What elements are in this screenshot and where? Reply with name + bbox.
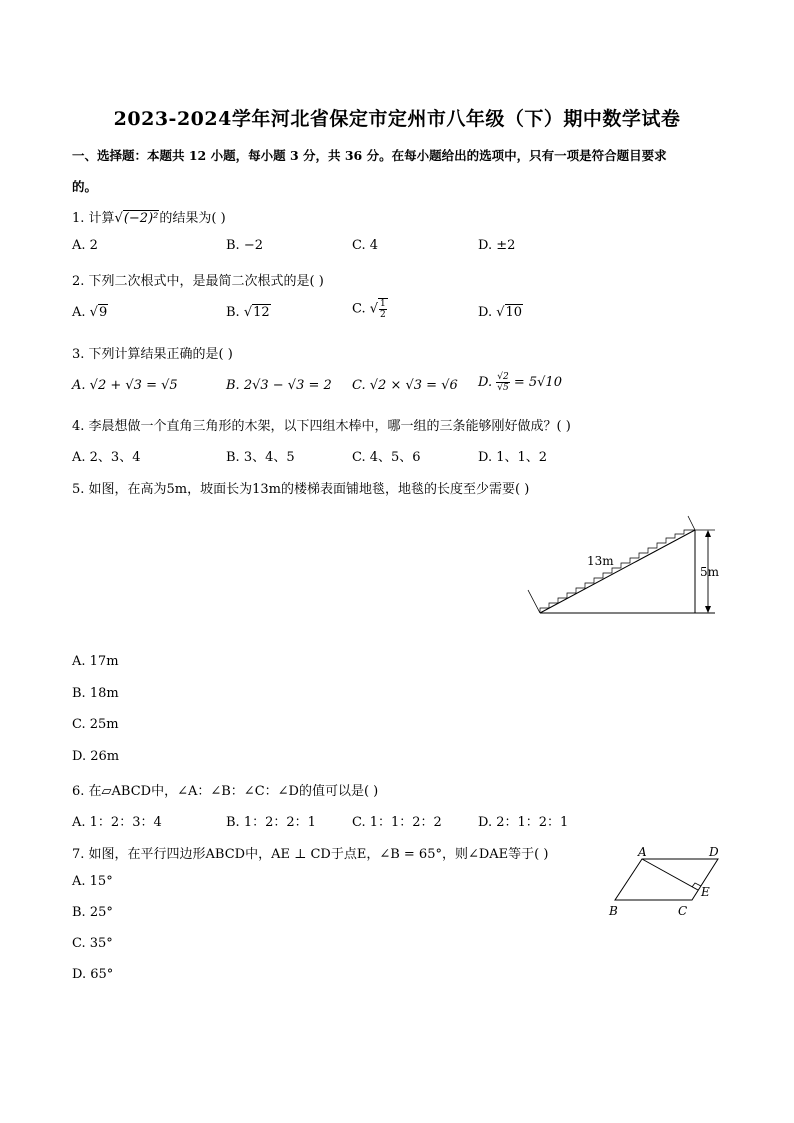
q2-option-c: C. √ $\frac{1}{2}$ xyxy=(352,299,386,320)
height-label: 5m xyxy=(700,565,720,579)
q1-suffix: 的结果为( ) xyxy=(159,211,226,226)
question-3-stem: 3. 下列计算结果正确的是( ) xyxy=(72,347,233,362)
q4-option-c: C. 4、5、6 xyxy=(352,450,421,465)
q4-option-d: D. 1、1、2 xyxy=(478,450,548,465)
q6-option-d: D. 2：1：2：1 xyxy=(478,815,569,830)
label-b: B xyxy=(609,904,618,918)
question-7-stem: 7. 如图，在平行四边形ABCD中，AE ⊥ CD于点E，∠B = 65°，则∠DAE等于( ) xyxy=(72,847,549,862)
q1-option-d: D. ±2 xyxy=(478,238,516,253)
question-4-stem: 4. 李晨想做一个直角三角形的木架，以下四组木棒中，哪一组的三条能够刚好做成？( ) xyxy=(72,419,571,434)
q3-option-d: D. $\frac{√2}{√5}$ = 5√10 xyxy=(478,372,562,393)
q7-option-c: C. 35° xyxy=(72,936,113,951)
section-header-line2: 的。 xyxy=(72,179,98,194)
q2-option-d: D. √10 xyxy=(478,305,523,320)
q5-option-a: A. 17m xyxy=(72,654,119,669)
q6-option-c: C. 1：1：2：2 xyxy=(352,815,442,830)
q1-option-b: B. −2 xyxy=(226,238,263,253)
question-5-stem: 5. 如图，在高为5m，坡面长为13m的楼梯表面铺地毯，地毯的长度至少需要( ) xyxy=(72,482,530,497)
q5-option-b: B. 18m xyxy=(72,686,119,701)
q3-option-a: A. √2 + √3 = √5 xyxy=(72,378,178,393)
q5-option-c: C. 25m xyxy=(72,717,119,732)
q5-option-d: D. 26m xyxy=(72,749,120,764)
q1-option-c: C. 4 xyxy=(352,238,379,253)
label-c: C xyxy=(678,904,688,918)
page-title: 2023-2024学年河北省保定市定州市八年级（下）期中数学试卷 xyxy=(113,108,681,130)
q1-radicand: (−2)² xyxy=(123,211,159,226)
q3-option-b: B. 2√3 − √3 = 2 xyxy=(226,378,332,393)
parallelogram-figure xyxy=(602,842,732,922)
slope-label: 13m xyxy=(587,554,614,568)
sqrt-sign: √ xyxy=(114,211,123,226)
question-6-stem: 6. 在▱ABCD中，∠A：∠B：∠C：∠D的值可以是( ) xyxy=(72,784,379,799)
label-d: D xyxy=(709,845,719,859)
staircase-figure xyxy=(520,510,725,620)
q1-option-a: A. 2 xyxy=(72,238,98,253)
q4-option-a: A. 2、3、4 xyxy=(72,450,141,465)
label-e: E xyxy=(701,885,710,899)
q3-option-c: C. √2 × √3 = √6 xyxy=(352,378,458,393)
q2-option-b: B. √12 xyxy=(226,305,270,320)
q7-option-b: B. 25° xyxy=(72,905,113,920)
q7-option-a: A. 15° xyxy=(72,874,113,889)
q6-option-a: A. 1：2：3：4 xyxy=(72,815,162,830)
q1-prefix: 1. 计算 xyxy=(72,211,115,226)
q7-option-d: D. 65° xyxy=(72,967,114,982)
q4-option-b: B. 3、4、5 xyxy=(226,450,295,465)
q3-d-fraction: $\frac{√2}{√5}$ xyxy=(497,372,509,393)
question-1-stem xyxy=(72,207,226,226)
section-header-line1: 一、选择题：本题共 12 小题，每小题 3 分，共 36 分。在每小题给出的选项中，只有一项是符合题目要求 xyxy=(72,148,667,163)
question-2-stem: 2. 下列二次根式中，是最简二次根式的是( ) xyxy=(72,274,324,289)
label-a: A xyxy=(638,845,647,859)
q6-option-b: B. 1：2：2：1 xyxy=(226,815,316,830)
q2-option-a: A. √9 xyxy=(72,305,108,320)
q2-c-fraction: $\frac{1}{2}$ xyxy=(380,299,386,320)
q2-b-radicand: 12 xyxy=(253,305,270,320)
q2-a-radicand: 9 xyxy=(98,305,108,320)
q2-d-radicand: 10 xyxy=(505,305,523,320)
